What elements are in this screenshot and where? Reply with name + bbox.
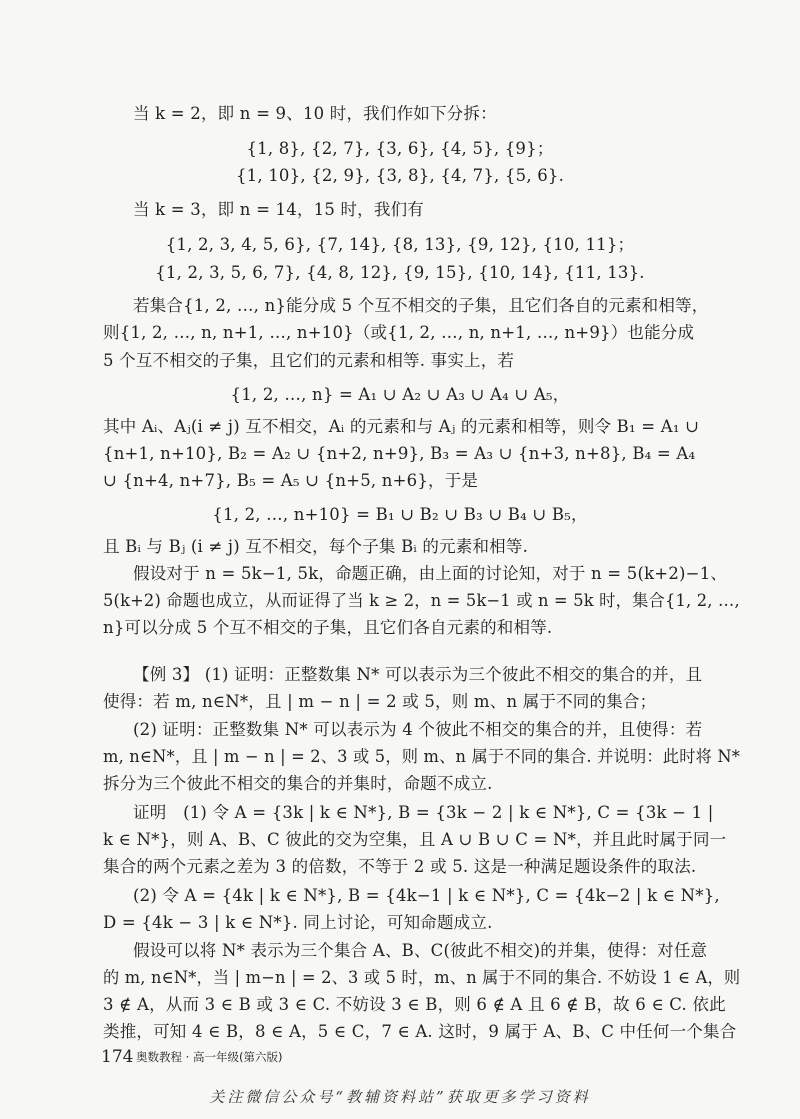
formula-line: {1, 2, …, n} = A₁ ∪ A₂ ∪ A₃ ∪ A₄ ∪ A₅， [230,385,570,404]
page-number: 174 [101,1047,134,1067]
text-line: 的 m, n∈N*，当 | m−n | = 2、3 或 5 时，m、n 属于不同的集合. 不妨设 1 ∈ A，则 [103,968,741,987]
text-line: 5 个互不相交的子集，且它们的元素和相等. 事实上，若 [103,351,515,370]
text-line: 3 ∉ A，从而 3 ∈ B 或 3 ∈ C. 不妨设 3 ∈ B，则 6 ∉ A 且 6 ∉ B，故 6 ∈ C. 依此 [103,995,726,1014]
text-line: ∪ {n+4, n+7}, B₅ = A₅ ∪ {n+5, n+6}，于是 [103,471,479,490]
text-line: (2) 证明：正整数集 N* 可以表示为 4 个彼此不相交的集合的并，且使得：若 [133,720,703,739]
example-heading-line: 【例 3】 (1) 证明：正整数集 N* 可以表示为三个彼此不相交的集合的并，且 [133,665,703,684]
text-line: {n+1, n+10}, B₂ = A₂ ∪ {n+2, n+9}, B₃ = A₃ ∪ {n+3, n+8}, B₄ = A₄ [103,444,696,463]
text-line: 假设可以将 N* 表示为三个集合 A、B、C(彼此不相交)的并集，使得：对任意 [133,941,708,960]
text-line: 拆分为三个彼此不相交的集合的并集时，命题不成立. [103,774,493,793]
text-line: 类推，可知 4 ∈ B，8 ∈ A，5 ∈ C，7 ∈ A. 这时，9 属于 A、B、C 中任何一个集合 [103,1022,737,1041]
formula-line: {1, 2, …, n+10} = B₁ ∪ B₂ ∪ B₃ ∪ B₄ ∪ B₅， [212,505,588,524]
text-line: k ∈ N*}，则 A、B、C 彼此的交为空集，且 A ∪ B ∪ C = N*，并且此时属于同一 [103,830,727,849]
formula-line: {1, 2, 3, 5, 6, 7}, {4, 8, 12}, {9, 15}, {10, 14}, {11, 13}. [155,263,645,282]
formula-line: {1, 2, 3, 4, 5, 6}, {7, 14}, {8, 13}, {9, 12}, {10, 11}； [165,235,635,254]
text-line: n}可以分成 5 个互不相交的子集，且它们各自元素的和相等. [103,618,553,637]
watermark-text: 关注微信公众号“教辅资料站”获取更多学习资料 [209,1088,591,1106]
text-line: 当 k = 3，即 n = 14，15 时，我们有 [133,200,424,219]
book-title: 奥数教程 · 高一年级(第六版) [136,1050,283,1064]
text-line: m, n∈N*，且 | m − n | = 2、3 或 5，则 m、n 属于不同的集合. 并说明：此时将 N* [103,747,741,766]
formula-line: {1, 10}, {2, 9}, {3, 8}, {4, 7}, {5, 6}. [235,166,565,185]
formula-line: {1, 8}, {2, 7}, {3, 6}, {4, 5}, {9}； [246,139,554,158]
text-line: 使得：若 m, n∈N*，且 | m − n | = 2 或 5，则 m、n 属于不同的集合； [103,692,657,711]
text-line: 则{1, 2, …, n, n+1, …, n+10}（或{1, 2, …, n, n+1, …, n+9}）也能分成 [103,323,695,342]
text-line: 当 k = 2，即 n = 9、10 时，我们作如下分拆： [133,104,497,123]
text-line: 若集合{1, 2, …, n}能分成 5 个互不相交的子集，且它们各自的元素和相等， [133,296,709,315]
text-line: 5(k+2) 命题也成立，从而证得了当 k ≥ 2，n = 5k−1 或 n = 5k 时，集合{1, 2, …, [103,591,740,610]
text-line: (2) 令 A = {4k | k ∈ N*}, B = {4k−1 | k ∈ N*}, C = {4k−2 | k ∈ N*}, [133,886,720,905]
text-line: 且 Bᵢ 与 Bⱼ (i ≠ j) 互不相交，每个子集 Bᵢ 的元素和相等. [103,537,529,556]
proof-line: 证明 (1) 令 A = {3k | k ∈ N*}, B = {3k − 2 | k ∈ N*}, C = {3k − 1 | [133,803,714,822]
text-line: 其中 Aᵢ、Aⱼ(i ≠ j) 互不相交，Aᵢ 的元素和与 Aⱼ 的元素和相等，则令 B₁ = A₁ ∪ [103,417,700,436]
text-line: 集合的两个元素之差为 3 的倍数，不等于 2 或 5. 这是一种满足题设条件的取法. [103,857,697,876]
text-line: 假设对于 n = 5k−1, 5k，命题正确，由上面的讨论知，对于 n = 5(k+2)−1、 [133,564,728,583]
text-line: D = {4k − 3 | k ∈ N*}. 同上讨论，可知命题成立. [103,913,493,932]
